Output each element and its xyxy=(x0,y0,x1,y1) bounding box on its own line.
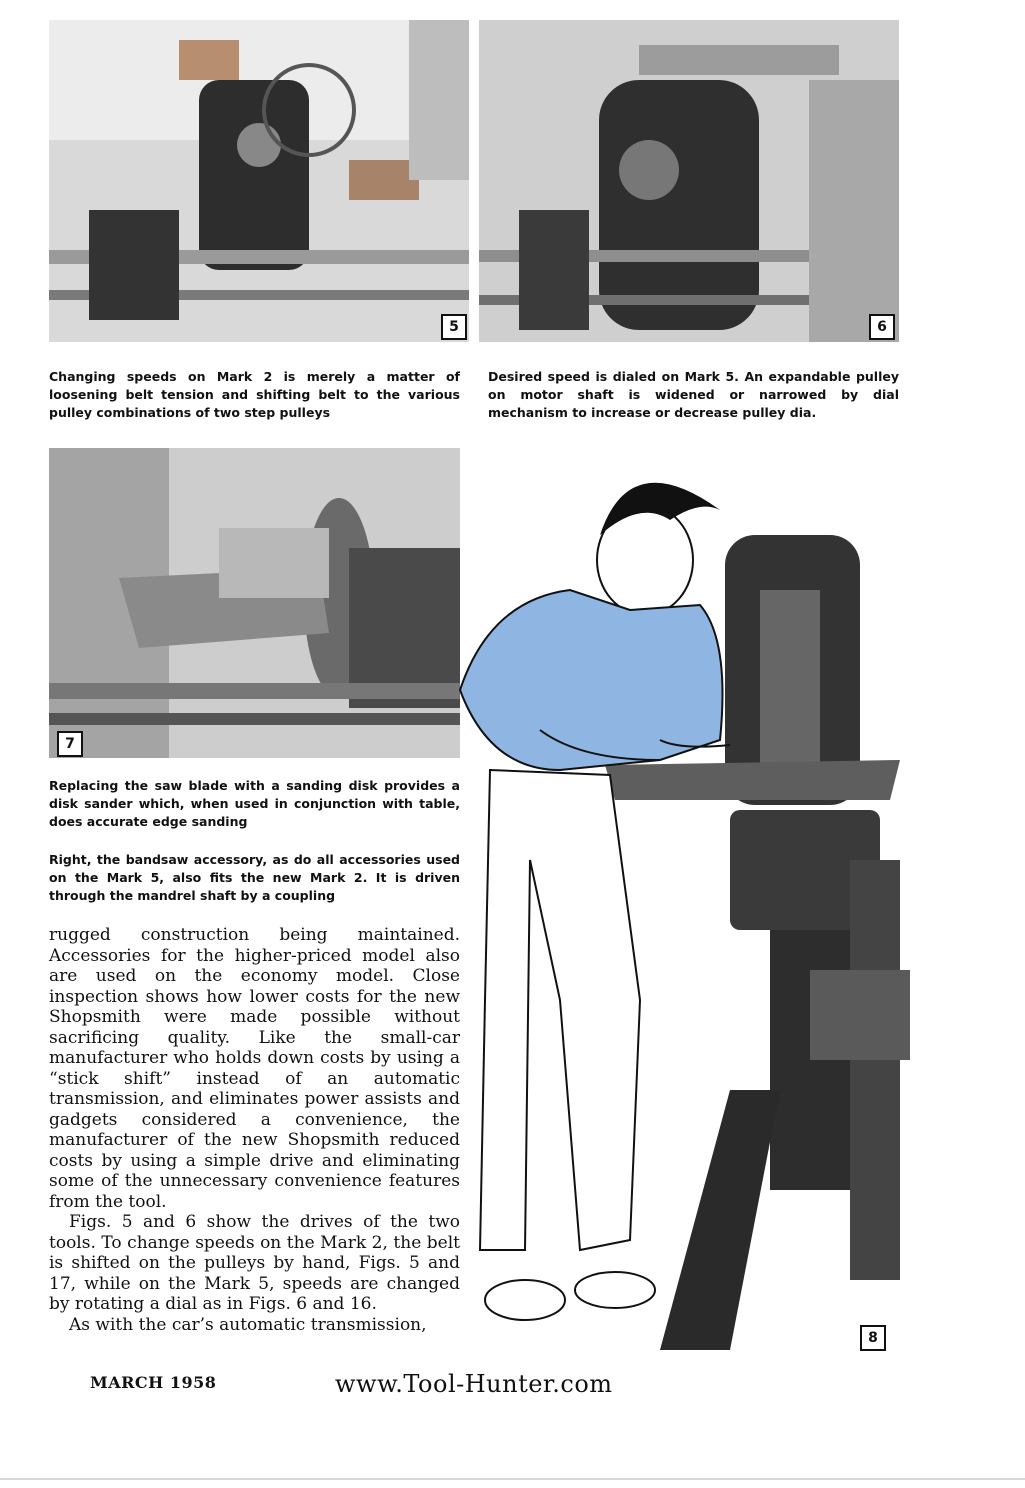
figure-5-photo xyxy=(49,20,469,342)
figure-8-number: 8 xyxy=(860,1325,886,1351)
bandsaw-man-illustration xyxy=(430,440,910,1365)
article-body xyxy=(49,925,460,1335)
figure-8-illustration xyxy=(430,440,910,1365)
article-paragraph-3: As with the car’s automatic transmission, xyxy=(69,1314,427,1335)
disk-sander-illustration xyxy=(49,448,460,758)
article-paragraph-2: Figs. 5 and 6 show the drives of the two tools. To change speeds on the Mark 2, the belt is shifted on the pulleys by hand, Figs. 5 and 17, while on the Mark 5, speeds are changed by rotating a dial as in Figs. 6 and 16. xyxy=(49,1212,460,1314)
lathe-machine-illustration xyxy=(49,20,469,342)
dial-machine-illustration xyxy=(479,20,899,342)
figure-7-photo xyxy=(49,448,460,758)
figure-5-number: 5 xyxy=(441,314,467,340)
issue-date: MARCH 1958 xyxy=(90,1373,217,1392)
figure-7-caption: Replacing the saw blade with a sanding disk provides a disk sander which, when used in conjunction with table, does accurate edge sanding xyxy=(49,778,460,829)
figure-5-caption: Changing speeds on Mark 2 is merely a matter of loosening belt tension and shifting belt to the various pulley combinations of two step pulleys xyxy=(49,369,460,420)
figure-6-number: 6 xyxy=(869,314,895,340)
bottom-divider xyxy=(0,1478,1025,1480)
figure-7-number: 7 xyxy=(57,731,83,757)
figure-8-caption: Right, the bandsaw accessory, as do all accessories used on the Mark 5, also fits the new Mark 2. It is driven through the mandrel shaft by a coupling xyxy=(49,852,460,903)
watermark-url[interactable]: www.Tool-Hunter.com xyxy=(335,1370,613,1398)
figure-6-caption: Desired speed is dialed on Mark 5. An expandable pulley on motor shaft is widened or narrowed by dial mechanism to increase or decrease pulley dia. xyxy=(488,369,899,420)
article-paragraph-1: rugged construction being maintained. Accessories for the higher-priced model also are used on the economy model. Close inspection shows how lower costs for the new Shopsmith were made possible without sacrificing quality. Like the small-car manufacturer who holds down costs by using a “stick shift” instead of an automatic transmission, and eliminates power assists and gadgets considered a convenience, the manufacturer of the new Shopsmith reduced costs by using a simple drive and eliminating some of the unnecessary convenience features from the tool. xyxy=(49,925,460,1212)
figure-6-photo xyxy=(479,20,899,342)
